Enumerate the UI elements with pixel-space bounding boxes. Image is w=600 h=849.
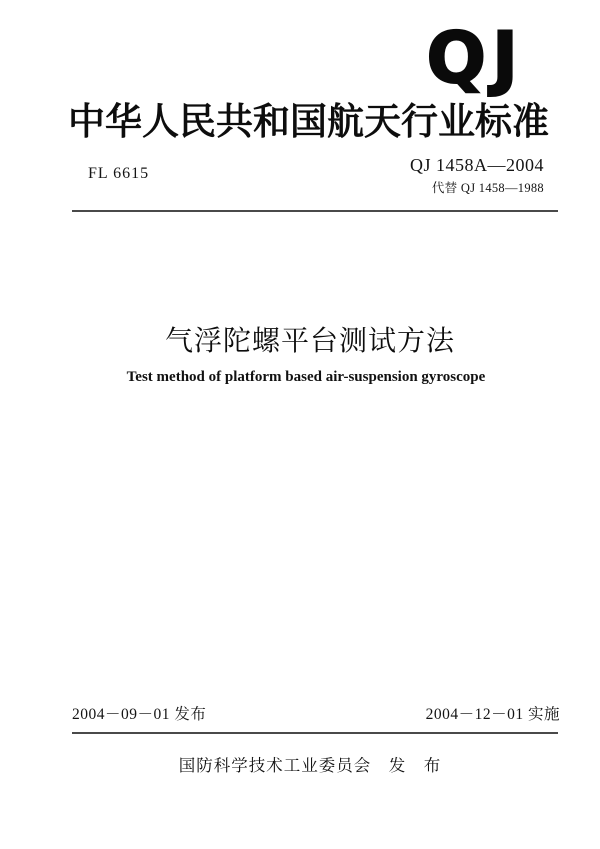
publisher-line: 国防科学技术工业委员会 发 布 bbox=[178, 756, 442, 775]
issue-date: 2004－09－01 发布 bbox=[72, 706, 207, 723]
footer-divider-rule bbox=[72, 732, 558, 734]
header-divider-rule bbox=[72, 210, 558, 212]
standard-title-english: Test method of platform based air-suspension gyroscope bbox=[126, 369, 486, 385]
qj-standard-logo: QJ bbox=[426, 17, 524, 99]
standard-category-title: 中华人民共和国航天行业标准 bbox=[68, 100, 549, 143]
fl-classification-code: FL 6615 bbox=[88, 165, 150, 182]
standard-number: QJ 1458A—2004 bbox=[409, 155, 544, 175]
replaced-standard-number: 代替 QJ 1458—1988 bbox=[431, 181, 544, 195]
dates-row bbox=[72, 702, 560, 724]
standard-number-block bbox=[410, 155, 544, 196]
implementation-date: 2004－12－01 实施 bbox=[425, 706, 560, 723]
standard-title-chinese: 气浮陀螺平台测试方法 bbox=[164, 324, 455, 357]
